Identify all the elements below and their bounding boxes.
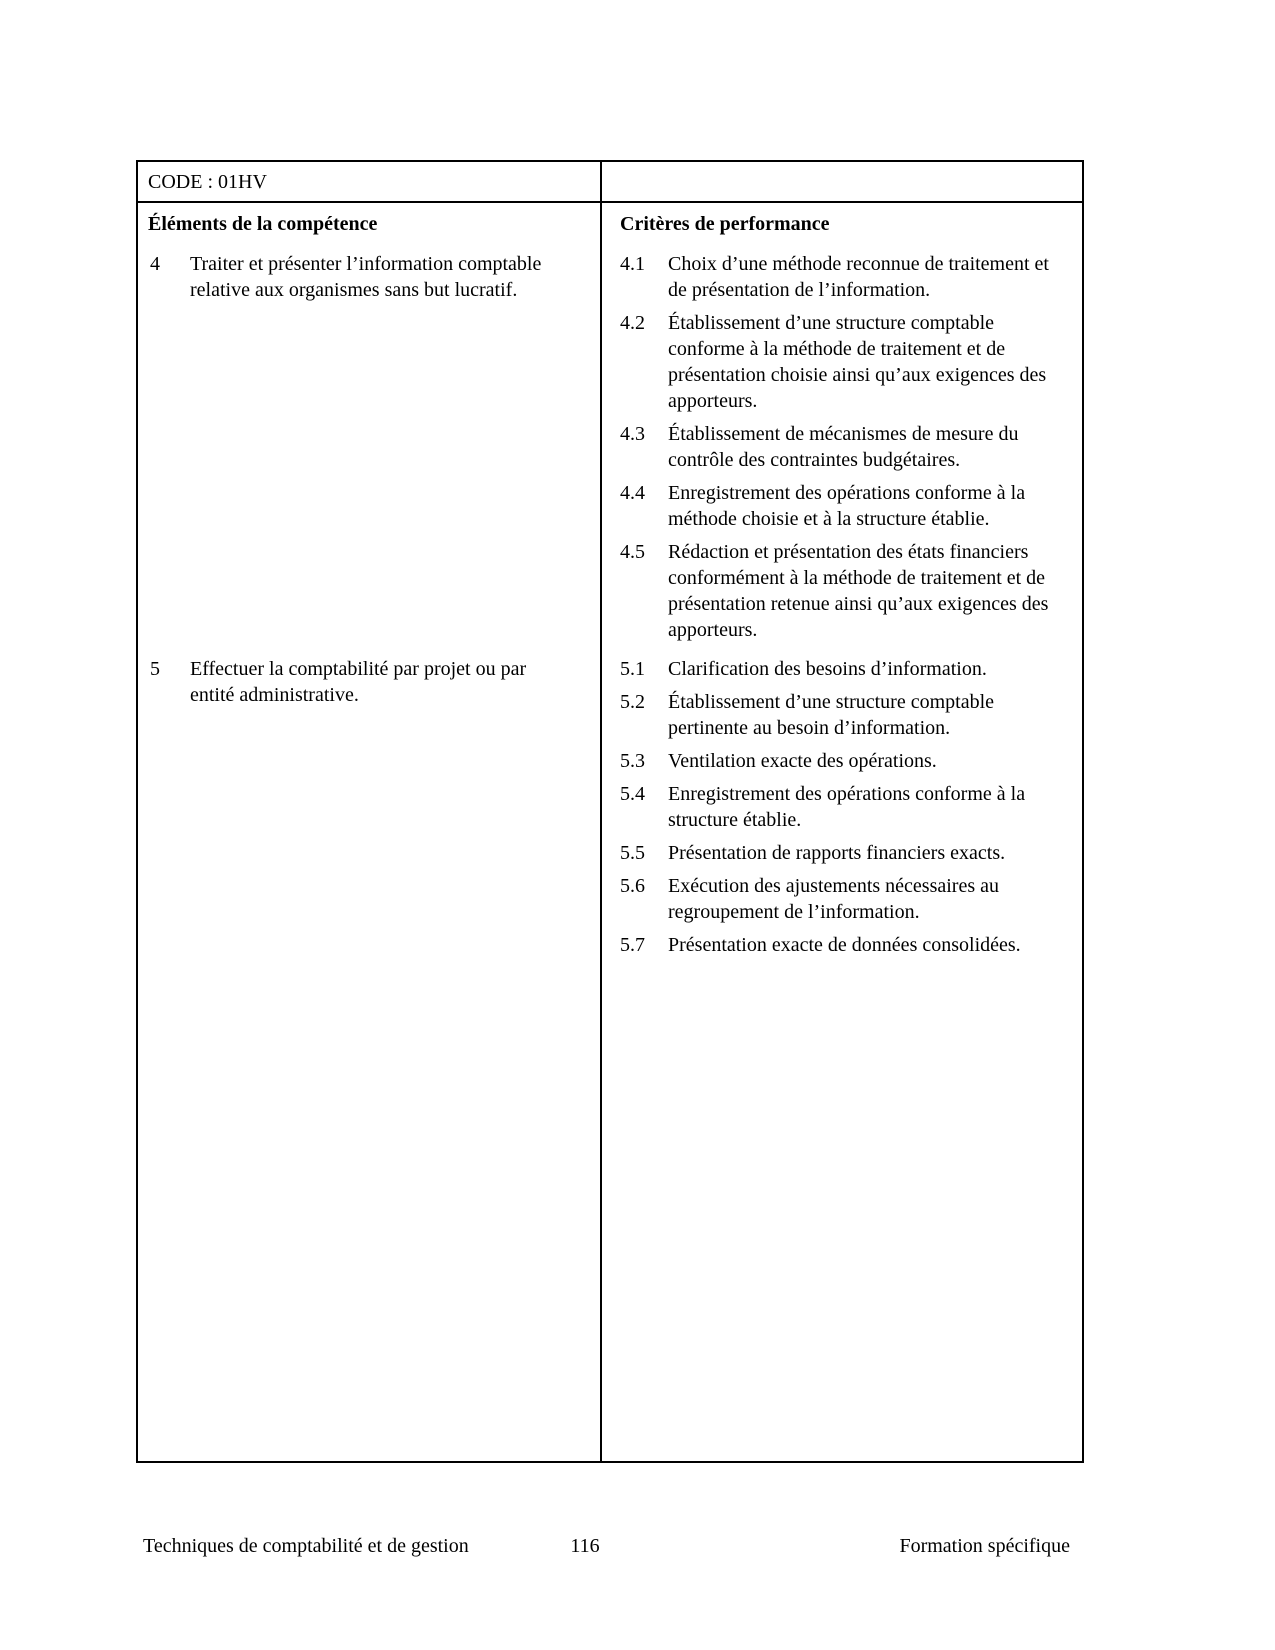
criteria-header: Critères de performance bbox=[620, 213, 830, 235]
criteria-group-5 bbox=[602, 650, 1082, 965]
criterion-item bbox=[620, 873, 1070, 925]
right-column-filler bbox=[602, 965, 1082, 1461]
item-text: Établissement de mécanismes de mesure du contrôle des contraintes budgétaires. bbox=[668, 423, 1019, 471]
item-number: 4 bbox=[150, 253, 160, 275]
item-number: 5.7 bbox=[620, 934, 645, 956]
criterion-item bbox=[620, 421, 1070, 473]
criteria-group-4 bbox=[602, 237, 1082, 650]
item-number: 5.6 bbox=[620, 875, 645, 897]
code-cell bbox=[138, 162, 602, 201]
item-number: 5.2 bbox=[620, 691, 645, 713]
footer-course-title: Techniques de comptabilité et de gestion bbox=[143, 1535, 469, 1557]
criterion-item bbox=[620, 781, 1070, 833]
criterion-item bbox=[620, 932, 1070, 958]
item-number: 5 bbox=[150, 658, 160, 680]
item-number: 4.3 bbox=[620, 423, 645, 445]
item-text: Exécution des ajustements nécessaires au regroupement de l’information. bbox=[668, 875, 999, 923]
code-row bbox=[138, 162, 1082, 203]
item-number: 5.4 bbox=[620, 783, 645, 805]
item-text: Établissement d’une structure comptable pertinente au besoin d’information. bbox=[668, 691, 995, 739]
item-text: Clarification des besoins d’information. bbox=[668, 658, 987, 680]
criterion-item bbox=[620, 840, 1070, 866]
code-label: CODE : 01HV bbox=[148, 171, 267, 193]
item-number: 4.2 bbox=[620, 312, 645, 334]
item-text: Enregistrement des opérations conforme à la méthode choisie et à la structure établie. bbox=[668, 482, 1026, 530]
elements-group-5 bbox=[138, 650, 602, 965]
item-text: Présentation de rapports financiers exacts. bbox=[668, 842, 1006, 864]
footer-section-title: Formation spécifique bbox=[899, 1535, 1070, 1557]
item-text: Traiter et présenter l’information comptable relative aux organismes sans but lucratif. bbox=[190, 253, 542, 301]
left-column-filler bbox=[138, 965, 602, 1461]
item-text: Ventilation exacte des opérations. bbox=[668, 750, 937, 772]
criterion-item bbox=[620, 656, 1070, 682]
code-cell-empty bbox=[602, 162, 1082, 201]
table-body bbox=[138, 203, 1082, 1461]
criterion-item bbox=[620, 539, 1070, 643]
item-text: Enregistrement des opérations conforme à la structure établie. bbox=[668, 783, 1026, 831]
item-text: Choix d’une méthode reconnue de traitement et de présentation de l’information. bbox=[668, 253, 1049, 301]
item-number: 4.1 bbox=[620, 253, 645, 275]
item-number: 5.5 bbox=[620, 842, 645, 864]
item-number: 5.1 bbox=[620, 658, 645, 680]
item-text: Présentation exacte de données consolidées. bbox=[668, 934, 1021, 956]
item-text: Établissement d’une structure comptable conforme à la méthode de traitement et de présentation choisie ainsi qu’aux exigences des apporteurs. bbox=[668, 312, 1047, 412]
elements-header: Éléments de la compétence bbox=[138, 203, 602, 237]
element-item bbox=[150, 656, 574, 708]
footer bbox=[0, 1533, 1275, 1559]
item-number: 5.3 bbox=[620, 750, 645, 772]
criterion-item bbox=[620, 251, 1070, 303]
item-text: Effectuer la comptabilité par projet ou par entité administrative. bbox=[190, 658, 527, 706]
item-text: Rédaction et présentation des états financiers conformément à la méthode de traitement et de présentation retenue ainsi qu’aux exigences des apporteurs. bbox=[668, 541, 1049, 641]
element-item bbox=[150, 251, 574, 303]
item-number: 4.5 bbox=[620, 541, 645, 563]
competency-table bbox=[136, 160, 1084, 1463]
criterion-item bbox=[620, 748, 1070, 774]
criterion-item bbox=[620, 689, 1070, 741]
item-number: 4.4 bbox=[620, 482, 645, 504]
elements-group-4 bbox=[138, 237, 602, 650]
criterion-item bbox=[620, 310, 1070, 414]
criterion-item bbox=[620, 480, 1070, 532]
footer-page-number: 116 bbox=[570, 1535, 600, 1557]
